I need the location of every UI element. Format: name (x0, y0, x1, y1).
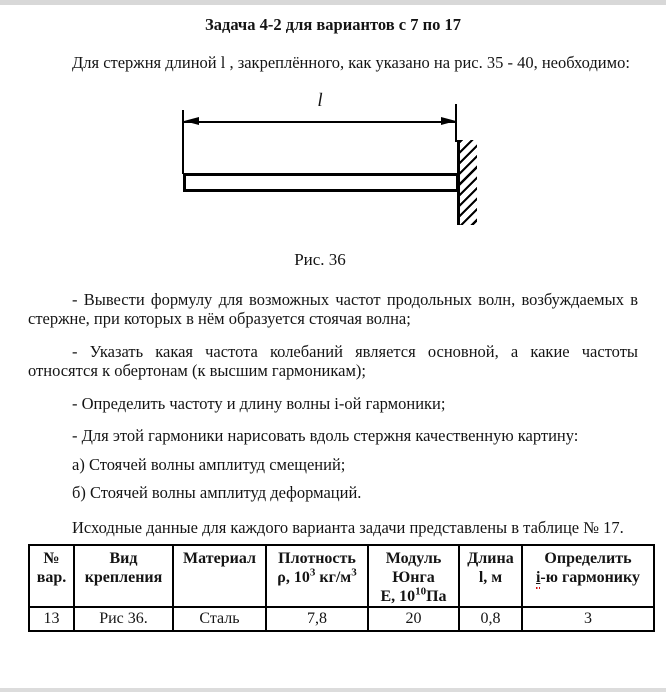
rod-figure (0, 90, 666, 272)
document-title: Задача 4-2 для вариантов с 7 по 17 (205, 15, 461, 34)
cell-young-modulus: 20 (368, 607, 459, 631)
cell-target-harmonic: 3 (522, 607, 654, 631)
col-header-mounting: Вид крепления (74, 545, 173, 607)
figure-caption: Рис. 36 (294, 249, 346, 269)
task-item-1: - Вывести формулу для возможных частот продольных волн, возбуждаемых в стержне, при которых в нём образуется стоячая волна; (28, 289, 638, 328)
cell-length: 0,8 (459, 607, 522, 631)
task-subitem-b: б) Стоячей волны амплитуд деформаций. (72, 483, 362, 502)
intro-paragraph: Для стержня длиной l , закреплённого, как указано на рис. 35 - 40, необходимо: (72, 53, 630, 72)
cell-density: 7,8 (266, 607, 368, 631)
cell-mounting: Рис 36. (74, 607, 173, 631)
task-item-4: - Для этой гармоники нарисовать вдоль стержня качественную картину: (72, 426, 579, 445)
parameters-table (28, 544, 655, 632)
col-header-density: Плотность ρ, $10^3$ $кг/м^3$ (266, 545, 368, 607)
extension-line-right (455, 104, 457, 142)
col-header-target-harmonic: Определить i-ю гармонику (522, 545, 654, 607)
rod-bar (183, 173, 459, 192)
col-header-variant: № вар. (29, 545, 74, 607)
spellcheck-underlined-i: i (535, 569, 541, 586)
table-note-paragraph: Исходные данные для каждого варианта задачи представлены в таблице № 17. (72, 517, 624, 537)
col-header-material: Материал (173, 545, 266, 607)
task-item-3: - Определить частоту и длину волны i-ой гармоники; (72, 393, 446, 413)
table-data-row (29, 607, 654, 631)
fixed-wall-hatch (457, 140, 477, 225)
top-edge-divider (0, 0, 666, 5)
col-header-young-modulus: Модуль Юнга Е, $10^{10}Па$ (368, 545, 459, 607)
cell-material: Сталь (173, 607, 266, 631)
extension-line-left (182, 110, 184, 174)
dimension-arrow-left-icon (184, 117, 199, 125)
task-subitem-a: а) Стоячей волны амплитуд смещений; (72, 454, 346, 474)
task-item-2: - Указать какая частота колебаний является основной, а какие частоты относятся к обертонам (к высшим гармоникам); (28, 341, 638, 380)
dimension-arrow-right-icon (441, 117, 456, 125)
bottom-edge-divider (0, 688, 666, 692)
table-header-row (29, 545, 654, 607)
length-dimension-label: l (317, 89, 323, 111)
cell-variant: 13 (29, 607, 74, 631)
dimension-line (183, 121, 457, 123)
col-header-length: Длина l, м (459, 545, 522, 607)
